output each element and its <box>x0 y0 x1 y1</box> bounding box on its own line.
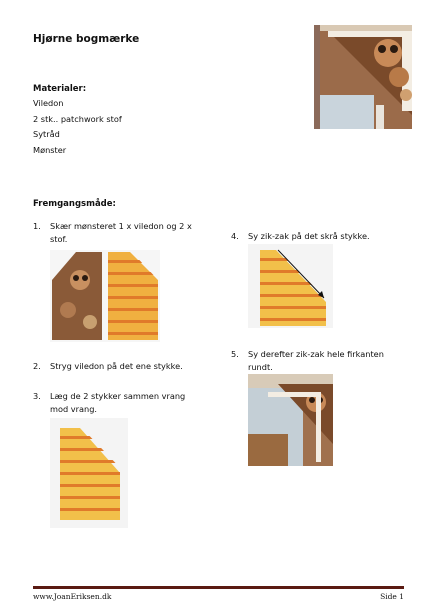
step-line: Sy derefter zik-zak hele firkanten <box>248 349 384 359</box>
footer-rule <box>33 586 404 589</box>
bookmark-on-book-photo <box>248 374 333 466</box>
page-title: Hjørne bogmærke <box>33 33 140 45</box>
step-4 <box>231 230 421 244</box>
procedure-heading: Fremgangsmåde: <box>33 199 116 209</box>
step-number: 1. <box>33 221 41 231</box>
striped-piece-photo <box>50 418 128 528</box>
step-number: 2. <box>33 361 41 371</box>
step-text <box>50 360 183 373</box>
materials-item: Sytråd <box>33 129 60 139</box>
step-line: Sy zik-zak på det skrå stykke. <box>248 231 370 241</box>
materials-item: 2 stk.. patchwork stof <box>33 113 122 124</box>
step-text <box>248 348 384 374</box>
finished-bookmark-photo <box>314 25 412 129</box>
step-number: 5. <box>231 349 239 359</box>
step-line: Skær mønsteret 1 x viledon og 2 x <box>50 221 192 231</box>
footer-page-number: Side 1 <box>380 592 404 601</box>
footer-website: www.JoanEriksen.dk <box>33 592 112 601</box>
step-1 <box>33 220 223 248</box>
step-line: mod vrang. <box>50 404 98 414</box>
materials-heading: Materialer: <box>33 84 87 94</box>
materials-item: Viledon <box>33 98 64 108</box>
step-number: 4. <box>231 231 239 241</box>
zigzag-diagonal-photo <box>248 244 333 328</box>
step-text <box>50 220 192 246</box>
step-line: stof. <box>50 234 68 244</box>
materials-item: Mønster <box>33 144 67 155</box>
cut-fabric-pieces-photo <box>50 250 160 342</box>
step-2 <box>33 360 223 374</box>
step-text <box>50 390 185 416</box>
materials-list <box>33 96 122 158</box>
step-number: 3. <box>33 391 41 401</box>
step-line: Stryg viledon på det ene stykke. <box>50 361 183 371</box>
step-line: Læg de 2 stykker sammen vrang <box>50 391 186 401</box>
step-3 <box>33 390 223 418</box>
step-line: rundt. <box>248 362 273 372</box>
step-5 <box>231 348 431 376</box>
step-text <box>248 230 370 243</box>
